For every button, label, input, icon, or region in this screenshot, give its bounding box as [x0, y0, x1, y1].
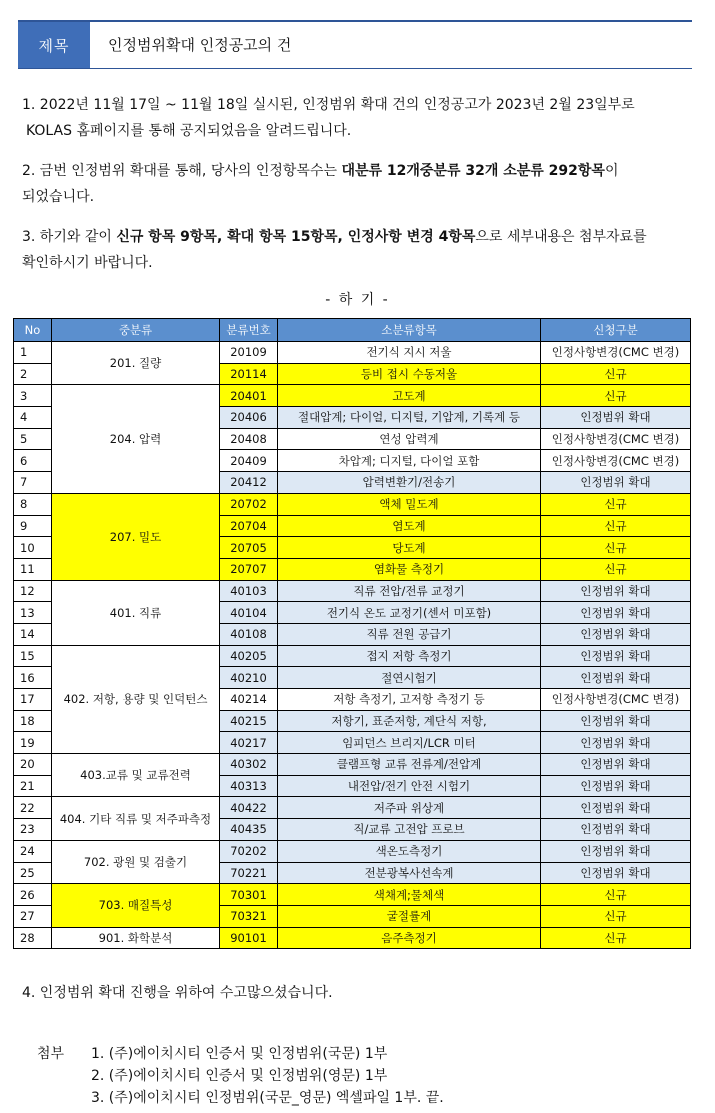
cell-code: 90101: [220, 927, 278, 949]
cell-type: 신규: [541, 905, 691, 927]
paragraph-2-highlight: 대분류 12개중분류 32개 소분류 292항목: [341, 163, 605, 179]
table-header-row: [14, 319, 691, 342]
table-row: [14, 884, 691, 906]
paragraph-3-line-1: [22, 224, 702, 250]
cell-code: 20707: [220, 558, 278, 580]
cell-type: 신규: [541, 363, 691, 385]
table-row: [14, 927, 691, 949]
paragraph-2-line-1: [22, 158, 702, 184]
cell-item: 압력변환기/전송기: [278, 472, 541, 494]
cell-category: 401. 직류: [52, 580, 220, 645]
cell-item: 고도계: [278, 385, 541, 407]
cell-type: 신규: [541, 927, 691, 949]
cell-category: 702. 광원 및 검출기: [52, 840, 220, 883]
cell-type: 인정범위 확대: [541, 645, 691, 667]
cell-no: 25: [14, 862, 52, 884]
cell-type: 인정범위 확대: [541, 710, 691, 732]
cell-no: 20: [14, 754, 52, 776]
cell-type: 인정범위 확대: [541, 862, 691, 884]
table-row: [14, 580, 691, 602]
cell-no: 5: [14, 428, 52, 450]
cell-type: 인정사항변경(CMC 변경): [541, 428, 691, 450]
paragraph-1-line-1: 1. 2022년 11월 17일 ~ 11월 18일 실시된, 인정범위 확대 건의 인정공고가 2023년 2월 23일부로: [22, 97, 635, 113]
cell-item: 저항 측정기, 고저항 측정기 등: [278, 689, 541, 711]
paragraph-1-line-2: KOLAS 홈페이지를 통해 공지되었음을 알려드립니다.: [26, 123, 352, 139]
table-row: [14, 645, 691, 667]
table-row: [14, 342, 691, 364]
cell-category: 404. 기타 직류 및 저주파측정: [52, 797, 220, 840]
cell-code: 20412: [220, 472, 278, 494]
cell-no: 17: [14, 689, 52, 711]
paragraph-2: [22, 158, 702, 210]
cell-no: 6: [14, 450, 52, 472]
table-row: [14, 754, 691, 776]
attachments-list: [91, 1043, 691, 1109]
cell-code: 40104: [220, 602, 278, 624]
paragraph-3-highlight: 신규 항목 9항목, 확대 항목 15항목, 인정사항 변경 4항목: [116, 229, 476, 245]
paragraph-3: [22, 224, 702, 276]
subject-label: 제목: [18, 22, 90, 68]
cell-no: 4: [14, 407, 52, 429]
cell-item: 굴절률계: [278, 905, 541, 927]
cell-type: 인정범위 확대: [541, 840, 691, 862]
paragraph-3-text: 3. 하기와 같이: [22, 229, 117, 245]
cell-no: 27: [14, 905, 52, 927]
cell-no: 26: [14, 884, 52, 906]
paragraph-2-suffix: 이: [604, 163, 619, 179]
cell-code: 20406: [220, 407, 278, 429]
cell-code: 40422: [220, 797, 278, 819]
paragraph-2-text: 2. 금번 인정범위 확대를 통해, 당사의 인정항목수는: [22, 163, 342, 179]
cell-item: 저항기, 표준저항, 계단식 저항,: [278, 710, 541, 732]
cell-no: 7: [14, 472, 52, 494]
cell-no: 28: [14, 927, 52, 949]
cell-code: 40215: [220, 710, 278, 732]
cell-type: 인정사항변경(CMC 변경): [541, 342, 691, 364]
table-row: [14, 493, 691, 515]
cell-item: 저주파 위상계: [278, 797, 541, 819]
cell-item: 연성 압력계: [278, 428, 541, 450]
subject-header: [18, 20, 692, 69]
cell-item: 전분광복사선속계: [278, 862, 541, 884]
cell-code: 70202: [220, 840, 278, 862]
cell-item: 액체 밀도계: [278, 493, 541, 515]
cell-type: 인정범위 확대: [541, 732, 691, 754]
table-row: [14, 797, 691, 819]
header-category: 중분류: [52, 319, 220, 342]
cell-category: 201. 질량: [52, 342, 220, 385]
paragraph-3-line-2: 확인하시기 바랍니다.: [22, 255, 153, 271]
cell-code: 40205: [220, 645, 278, 667]
cell-item: 등비 접시 수동저울: [278, 363, 541, 385]
cell-code: 40210: [220, 667, 278, 689]
cell-type: 신규: [541, 515, 691, 537]
cell-no: 2: [14, 363, 52, 385]
cell-type: 인정범위 확대: [541, 407, 691, 429]
cell-no: 16: [14, 667, 52, 689]
paragraph-1: [22, 92, 702, 144]
cell-code: 70321: [220, 905, 278, 927]
cell-item: 직류 전원 공급기: [278, 623, 541, 645]
paragraph-4: 4. 인정범위 확대 진행을 위하여 수고많으셨습니다.: [22, 985, 333, 1001]
cell-code: 20114: [220, 363, 278, 385]
cell-type: 인정범위 확대: [541, 819, 691, 841]
cell-code: 40214: [220, 689, 278, 711]
cell-no: 1: [14, 342, 52, 364]
table-body: [14, 342, 691, 949]
cell-type: 인정범위 확대: [541, 580, 691, 602]
cell-code: 20704: [220, 515, 278, 537]
cell-type: 신규: [541, 385, 691, 407]
cell-item: 직/교류 고전압 프로브: [278, 819, 541, 841]
cell-no: 9: [14, 515, 52, 537]
table-row: [14, 840, 691, 862]
cell-item: 클램프형 교류 전류계/전압계: [278, 754, 541, 776]
cell-item: 전기식 지시 저울: [278, 342, 541, 364]
cell-type: 신규: [541, 537, 691, 559]
cell-item: 차압계; 디지털, 다이얼 포함: [278, 450, 541, 472]
paragraph-3-suffix: 으로 세부내용은 첨부자료를: [475, 229, 647, 245]
cell-category: 207. 밀도: [52, 493, 220, 580]
cell-item: 당도계: [278, 537, 541, 559]
cell-item: 음주측정기: [278, 927, 541, 949]
cell-type: 인정범위 확대: [541, 667, 691, 689]
cell-code: 70221: [220, 862, 278, 884]
cell-no: 12: [14, 580, 52, 602]
cell-no: 22: [14, 797, 52, 819]
cell-category: 402. 저항, 용량 및 인덕턴스: [52, 645, 220, 753]
cell-type: 인정범위 확대: [541, 797, 691, 819]
cell-type: 신규: [541, 884, 691, 906]
cell-code: 70301: [220, 884, 278, 906]
cell-no: 15: [14, 645, 52, 667]
cell-category: 204. 압력: [52, 385, 220, 493]
cell-type: 신규: [541, 558, 691, 580]
cell-type: 인정범위 확대: [541, 602, 691, 624]
cell-category: 403.교류 및 교류전력: [52, 754, 220, 797]
hagi-heading: - 하 기 -: [325, 292, 390, 308]
cell-code: 20109: [220, 342, 278, 364]
cell-code: 40217: [220, 732, 278, 754]
cell-code: 20401: [220, 385, 278, 407]
cell-item: 내전압/전기 안전 시험기: [278, 775, 541, 797]
subject-title: 인정범위확대 인정공고의 건: [108, 36, 292, 54]
cell-no: 13: [14, 602, 52, 624]
header-no: No: [14, 319, 52, 342]
cell-type: 신규: [541, 493, 691, 515]
cell-item: 접지 저항 측정기: [278, 645, 541, 667]
cell-no: 11: [14, 558, 52, 580]
header-code: 분류번호: [220, 319, 278, 342]
attachment-item: 1. (주)에이치시티 인증서 및 인정범위(국문) 1부: [91, 1046, 388, 1062]
header-item: 소분류항목: [278, 319, 541, 342]
cell-no: 23: [14, 819, 52, 841]
cell-item: 전기식 온도 교정기(센서 미포함): [278, 602, 541, 624]
cell-no: 3: [14, 385, 52, 407]
cell-no: 8: [14, 493, 52, 515]
cell-type: 인정범위 확대: [541, 623, 691, 645]
cell-code: 20409: [220, 450, 278, 472]
cell-category: 703. 매질특성: [52, 884, 220, 927]
cell-item: 직류 전압/전류 교정기: [278, 580, 541, 602]
table-row: [14, 385, 691, 407]
attachment-item: 2. (주)에이치시티 인증서 및 인정범위(영문) 1부: [91, 1068, 388, 1084]
cell-no: 18: [14, 710, 52, 732]
cell-code: 20408: [220, 428, 278, 450]
cell-item: 염도계: [278, 515, 541, 537]
items-table: [13, 318, 691, 949]
attachments-label: 첨부: [37, 1046, 65, 1062]
cell-no: 24: [14, 840, 52, 862]
cell-no: 21: [14, 775, 52, 797]
cell-code: 40103: [220, 580, 278, 602]
cell-item: 염화물 측정기: [278, 558, 541, 580]
cell-item: 임피던스 브리지/LCR 미터: [278, 732, 541, 754]
cell-type: 인정사항변경(CMC 변경): [541, 450, 691, 472]
cell-no: 10: [14, 537, 52, 559]
cell-item: 절대압계; 다이얼, 디지털, 기압계, 기록계 등: [278, 407, 541, 429]
cell-type: 인정사항변경(CMC 변경): [541, 689, 691, 711]
cell-type: 인정범위 확대: [541, 472, 691, 494]
attachment-item: 3. (주)에이치시티 인정범위(국문_영문) 엑셀파일 1부. 끝.: [91, 1090, 444, 1106]
cell-item: 색온도측정기: [278, 840, 541, 862]
cell-type: 인정범위 확대: [541, 754, 691, 776]
cell-item: 절연시험기: [278, 667, 541, 689]
paragraph-2-line-2: 되었습니다.: [22, 189, 95, 205]
cell-code: 20705: [220, 537, 278, 559]
cell-code: 40302: [220, 754, 278, 776]
cell-type: 인정범위 확대: [541, 775, 691, 797]
cell-item: 색채계;물체색: [278, 884, 541, 906]
cell-code: 40435: [220, 819, 278, 841]
cell-code: 40313: [220, 775, 278, 797]
cell-no: 14: [14, 623, 52, 645]
cell-no: 19: [14, 732, 52, 754]
cell-code: 40108: [220, 623, 278, 645]
cell-category: 901. 화학분석: [52, 927, 220, 949]
header-type: 신청구분: [541, 319, 691, 342]
cell-code: 20702: [220, 493, 278, 515]
